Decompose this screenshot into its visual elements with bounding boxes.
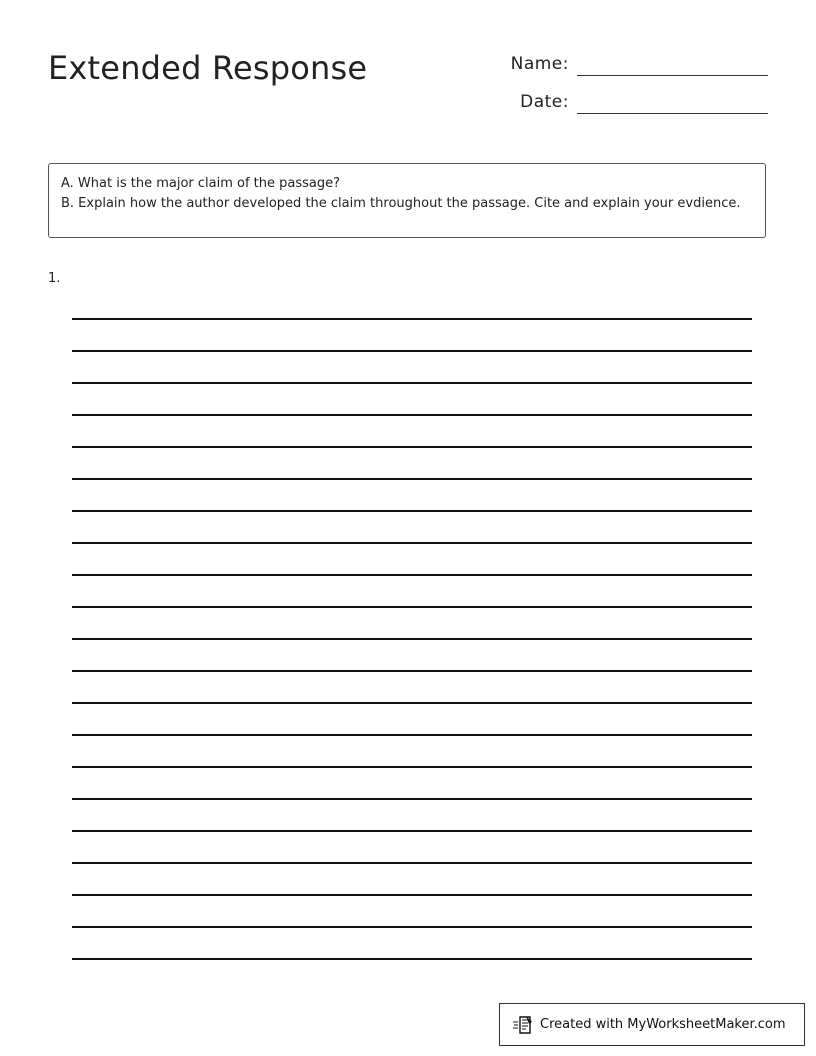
answer-line[interactable]	[72, 478, 752, 480]
date-blank-line[interactable]	[577, 112, 768, 114]
answer-line[interactable]	[72, 446, 752, 448]
answer-line[interactable]	[72, 702, 752, 704]
footer-text: Created with MyWorksheetMaker.com	[540, 1017, 786, 1032]
footer-badge[interactable]	[499, 1003, 805, 1046]
instruction-a: A. What is the major claim of the passage?	[61, 176, 341, 191]
myworksheetmaker-logo-icon	[512, 1014, 534, 1036]
name-field	[511, 47, 768, 77]
answer-line[interactable]	[72, 734, 752, 736]
name-label: Name:	[510, 54, 569, 74]
answer-line[interactable]	[72, 542, 752, 544]
date-field	[520, 85, 768, 115]
answer-line[interactable]	[72, 670, 752, 672]
answer-line[interactable]	[72, 510, 752, 512]
answer-line[interactable]	[72, 798, 752, 800]
instructions-box	[48, 163, 766, 238]
answer-line[interactable]	[72, 958, 752, 960]
answer-line[interactable]	[72, 414, 752, 416]
answer-line[interactable]	[72, 894, 752, 896]
answer-line[interactable]	[72, 574, 752, 576]
question-number: 1.	[48, 271, 61, 286]
answer-line[interactable]	[72, 350, 752, 352]
instruction-b: B. Explain how the author developed the claim throughout the passage. Cite and explain your evdience.	[61, 196, 741, 211]
answer-line[interactable]	[72, 382, 752, 384]
answer-line[interactable]	[72, 926, 752, 928]
name-blank-line[interactable]	[577, 74, 768, 76]
worksheet-title: Extended Response	[48, 49, 368, 87]
answer-line[interactable]	[72, 318, 752, 320]
answer-line[interactable]	[72, 862, 752, 864]
answer-line[interactable]	[72, 830, 752, 832]
answer-line[interactable]	[72, 638, 752, 640]
answer-line[interactable]	[72, 606, 752, 608]
date-label: Date:	[520, 92, 569, 112]
answer-line[interactable]	[72, 766, 752, 768]
